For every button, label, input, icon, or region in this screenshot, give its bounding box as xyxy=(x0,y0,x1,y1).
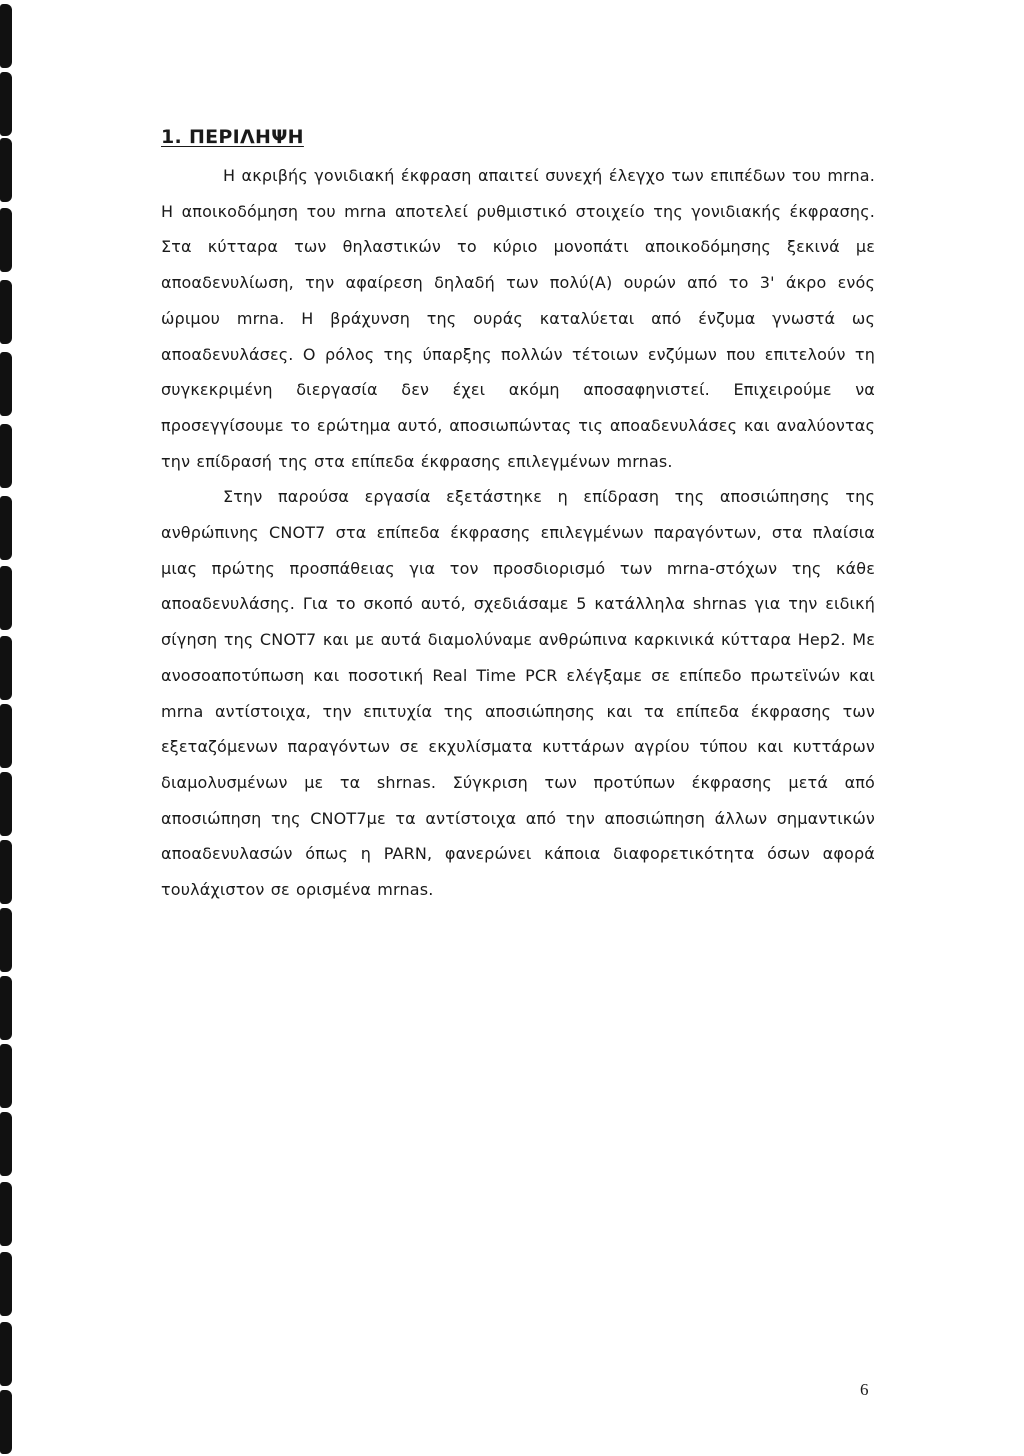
binding-ring xyxy=(0,496,12,560)
binding-ring xyxy=(0,4,12,68)
binding-ring xyxy=(0,1112,12,1176)
binding-ring xyxy=(0,208,12,272)
section-heading: 1. ΠΕΡΙΛΗΨΗ xyxy=(161,126,304,148)
abstract-paragraph-2: Στην παρούσα εργασία εξετάστηκε η επίδραση της αποσιώπησης της ανθρώπινης CNOT7 στα επίπεδα έκφρασης επιλεγμένων παραγόντων, στα πλαίσια μιας πρώτης προσπάθειας για τον προσδιορισμό των mrna-στόχων της κάθε αποαδενυλάσης. Για το σκοπό αυτό, σχεδιάσαμε 5 κατάλληλα shrnas για την ειδική σίγηση της CNOT7 και με αυτά διαμολύναμε ανθρώπινα καρκινικά κύτταρα Hep2. Με ανοσοαποτύπωση και ποσοτική Real Time PCR ελέγξαμε σε επίπεδο πρωτεϊνών και mrna αντίστοιχα, την επιτυχία της αποσιώπησης και τα επίπεδα έκφρασης των εξεταζόμενων παραγόντων σε εκχυλίσματα κυττάρων αγρίου τύπου και κυττάρων διαμολυσμένων με τα shrnas. Σύγκριση των προτύπων έκφρασης μετά από αποσιώπηση της CNOT7με τα αντίστοιχα από την αποσιώπηση άλλων σημαντικών αποαδενυλασών όπως η PARN, φανερώνει κάποια διαφορετικότητα όσων αφορά τουλάχιστον σε ορισμένα mrnas. xyxy=(161,487,875,900)
binding-ring xyxy=(0,1252,12,1316)
binding-ring xyxy=(0,840,12,904)
binding-ring xyxy=(0,908,12,972)
abstract-body xyxy=(161,158,875,908)
binding-ring xyxy=(0,72,12,136)
binding-ring xyxy=(0,976,12,1040)
binding-ring xyxy=(0,1044,12,1108)
binding-ring xyxy=(0,704,12,768)
binding-ring xyxy=(0,280,12,344)
spiral-binding xyxy=(0,0,40,1456)
binding-ring xyxy=(0,1322,12,1386)
binding-ring xyxy=(0,566,12,630)
binding-ring xyxy=(0,1182,12,1246)
binding-ring xyxy=(0,352,12,416)
binding-ring xyxy=(0,424,12,488)
binding-ring xyxy=(0,772,12,836)
abstract-paragraph-1: Η ακριβής γονιδιακή έκφραση απαιτεί συνεχή έλεγχο των επιπέδων του mrna. Η αποικοδόμηση του mrna αποτελεί ρυθμιστικό στοιχείο της γονιδιακής έκφρασης. Στα κύτταρα των θηλαστικών το κύριο μονοπάτι αποικοδόμησης ξεκινά με αποαδενυλίωση, την αφαίρεση δηλαδή των πολύ(Α) ουρών από το 3' άκρο ενός ώριμου mrna. Η βράχυνση της ουράς καταλύεται από ένζυμα γνωστά ως αποαδενυλάσες. Ο ρόλος της ύπαρξης πολλών τέτοιων ενζύμων που επιτελούν τη συγκεκριμένη διεργασία δεν έχει ακόμη αποσαφηνιστεί. Επιχειρούμε να προσεγγίσουμε το ερώτημα αυτό, αποσιωπώντας τις αποαδενυλάσες και αναλύοντας την επίδρασή της στα επίπεδα έκφρασης επιλεγμένων mrnas. xyxy=(161,166,875,471)
binding-ring xyxy=(0,138,12,202)
binding-ring xyxy=(0,636,12,700)
binding-ring xyxy=(0,1390,12,1454)
page-number: 6 xyxy=(860,1380,869,1399)
